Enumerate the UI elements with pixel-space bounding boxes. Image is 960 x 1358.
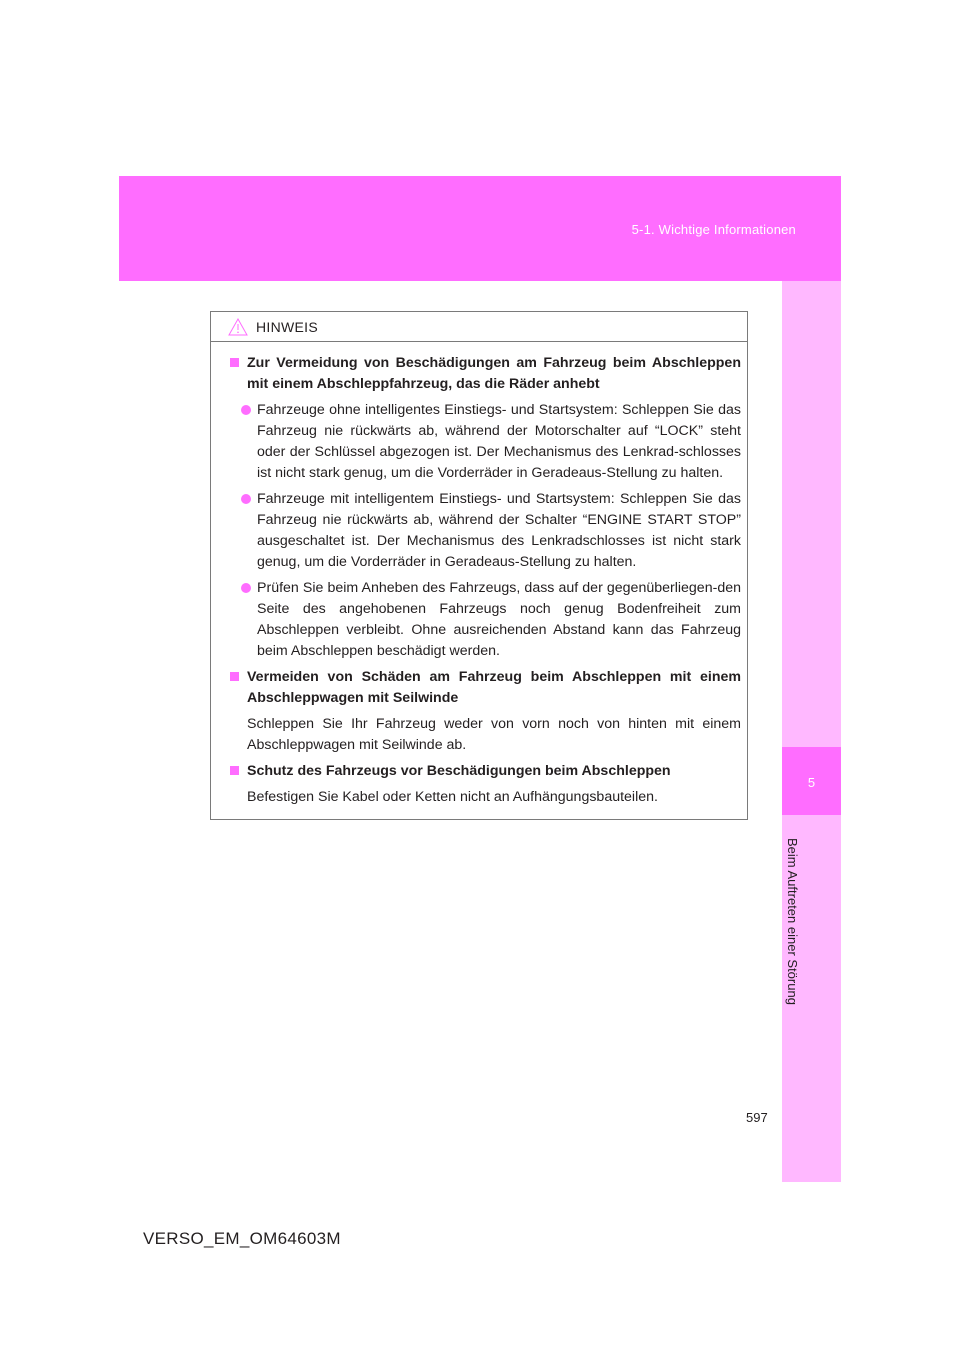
list-item: Prüfen Sie beim Anheben des Fahrzeugs, dass auf der gegenüberliegen-den Seite des angehobenen Fahrzeugs noch genug Bodenfreiheit zum Abschleppen verbleibt. Ohne ausreichenden Abstand kann das Fahrzeug beim Abschleppen beschädigt werden. [241,578,741,662]
chapter-label: Beim Auftreten einer Störung [785,838,800,1005]
section-text: Befestigen Sie Kabel oder Ketten nicht an Aufhängungsbauteilen. [247,789,658,805]
section-text: Schleppen Sie Ihr Fahrzeug weder von vorn noch von hinten mit einem Abschleppwagen mit Seilwinde ab. [247,716,741,753]
notice-title: HINWEIS [256,319,318,335]
round-bullet-icon [241,494,251,504]
list-item: Fahrzeuge ohne intelligentes Einstiegs- und Startsystem: Schleppen Sie das Fahrzeug nie rückwärts ab, während der Motorschalter auf “LOCK” steht oder der Schlüssel abgezogen ist. Der Mechanismus des Lenkrad-schlosses ist nicht stark genug, um die Vorderräder in Geradeaus-Stellung zu halten. [241,400,741,484]
section-heading: Zur Vermeidung von Beschädigungen am Fahrzeug beim Abschleppen mit einem Abschleppfahrzeug, das die Räder anhebt [230,353,741,395]
list-item: Fahrzeuge mit intelligentem Einstiegs- und Startsystem: Schleppen Sie das Fahrzeug nie rückwärts ab, während der Schalter “ENGINE START STOP” ausgeschaltet ist. Der Mechanismus des Lenkradschlosses ist nicht stark genug, um die Vorderräder in Geradeaus-Stellung zu halten. [241,489,741,573]
notice-box [210,311,748,820]
round-bullet-icon [241,405,251,415]
square-bullet-icon [230,358,239,367]
section-title: 5-1. Wichtige Informationen [631,222,796,237]
chapter-tab[interactable] [782,747,841,815]
section-heading: Schutz des Fahrzeugs vor Beschädigungen beim Abschleppen [230,761,741,782]
square-bullet-icon [230,766,239,775]
chapter-side-strip [782,281,841,1182]
document-code: VERSO_EM_OM64603M [143,1229,341,1248]
warning-triangle-icon [228,318,248,336]
section-heading: Vermeiden von Schäden am Fahrzeug beim Abschleppen mit einem Abschleppwagen mit Seilwinde [230,667,741,709]
header-band [119,176,841,281]
round-bullet-icon [241,583,251,593]
page-number: 597 [746,1110,768,1125]
chapter-number: 5 [807,775,816,790]
notice-header [211,312,747,342]
notice-body [211,353,747,808]
square-bullet-icon [230,672,239,681]
